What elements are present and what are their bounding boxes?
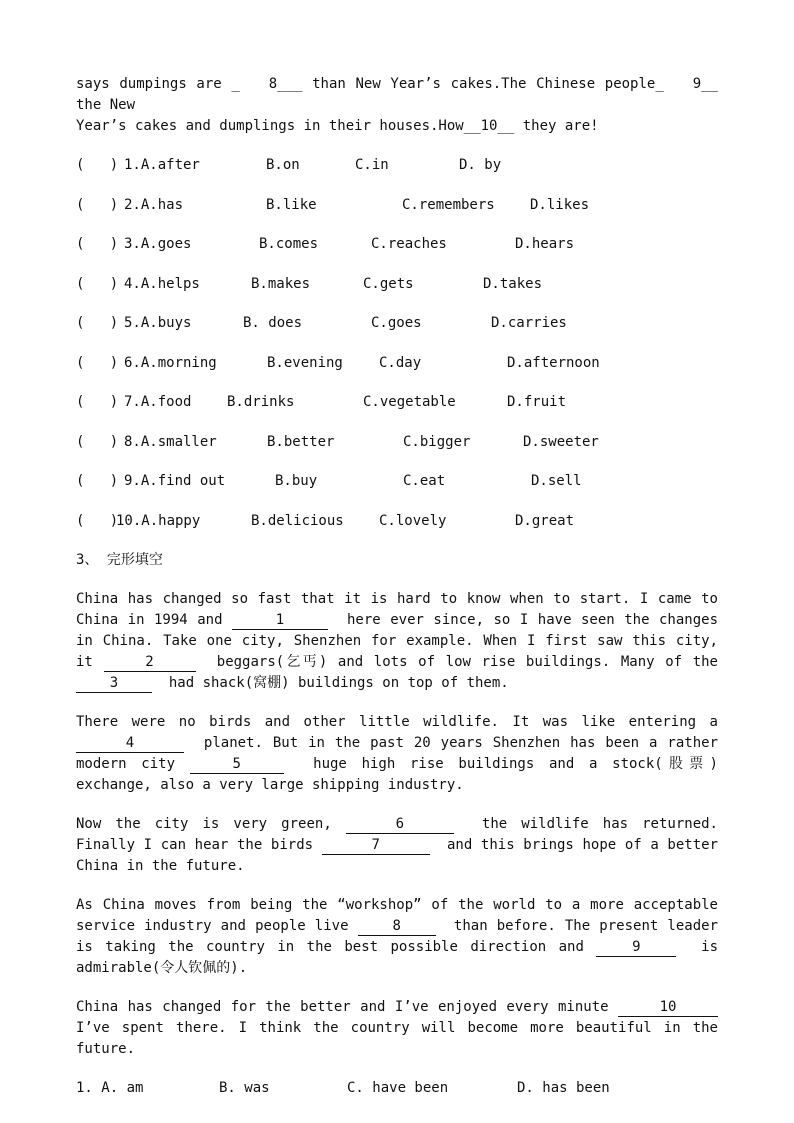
- passage-text: the wildlife has returned. Finally I can hear the birds: [76, 816, 727, 853]
- answer-row-1: [76, 1078, 718, 1099]
- option-c: C. have been: [347, 1080, 449, 1096]
- option-d: D.takes: [483, 275, 543, 292]
- question-list: [76, 155, 718, 532]
- question-row: [76, 195, 718, 216]
- option-c: C.lovely: [379, 512, 447, 529]
- option-c: C.gets: [363, 275, 414, 292]
- option-b: B.on: [266, 157, 300, 173]
- option-a: 4.A.helps: [124, 275, 200, 292]
- passage-text: Now the city is very green,: [76, 816, 346, 832]
- blank-3[interactable]: 3: [76, 675, 152, 693]
- passage-text: is admirable(令人钦佩的).: [76, 939, 727, 976]
- option-c: C.goes: [371, 315, 422, 331]
- blank-6[interactable]: 6: [346, 816, 454, 834]
- option-b: B.delicious: [251, 512, 344, 529]
- passage-text: than before. The present leader is taking the country in the best possible direction and: [76, 918, 727, 955]
- option-b: B.makes: [251, 275, 311, 292]
- option-c: C.day: [379, 354, 422, 371]
- answer-bracket: ( ): [76, 315, 119, 331]
- section-heading: 3、 完形填空: [76, 552, 163, 568]
- passage-text: had shack(窝棚) buildings on top of them.: [152, 675, 509, 691]
- option-a: 7.A.food: [124, 394, 192, 410]
- passage-paragraph: [76, 814, 727, 877]
- passage-text: beggars(乞丐) and lots of low rise buildings. Many of the: [195, 654, 727, 670]
- option-a: 6.A.morning: [124, 354, 217, 371]
- blank-4[interactable]: 4: [76, 735, 184, 753]
- question-row: [76, 313, 718, 334]
- option-b: B.buy: [275, 473, 318, 489]
- answer-bracket: ( ): [76, 196, 119, 213]
- option-c: C.vegetable: [363, 394, 456, 410]
- option-d: D.sweeter: [523, 433, 599, 450]
- option-d: D. has been: [517, 1080, 610, 1096]
- intro-line-1: says dumpings are _ 8___ than New Year’s cakes.The Chinese people_ 9__ the New: [76, 76, 727, 113]
- passage-text: and this brings hope of a better China in the future.: [76, 837, 727, 874]
- passage-text: As China moves from being the “workshop” of the world to a more acceptable service industry and people live: [76, 897, 727, 934]
- question-row: [76, 511, 718, 532]
- passage-text: China has changed so fast that it is hard to know when to start. I came to China in 1994 and: [76, 591, 727, 628]
- option-a: 9.A.find out: [124, 473, 226, 489]
- option-c: C.eat: [403, 473, 446, 489]
- answer-bracket: ( ): [76, 354, 119, 371]
- passage-text: planet. But in the past 20 years Shenzhen has been a rather modern city: [76, 735, 727, 772]
- question-row: [76, 471, 718, 492]
- intro-line-2: Year’s cakes and dumplings in their houses.How__10__ they are!: [76, 118, 599, 134]
- intro-passage: [76, 74, 727, 137]
- blank-7[interactable]: 7: [322, 837, 430, 855]
- cloze-passage: [76, 589, 735, 1060]
- passage-text: huge high rise buildings and a stock(股票) exchange, also a very large shipping industry.: [76, 756, 727, 793]
- answer-bracket: ( ): [76, 157, 119, 173]
- option-a: 10.A.happy: [116, 512, 201, 529]
- question-row: [76, 274, 718, 295]
- answer-bracket: ( ): [76, 512, 119, 529]
- passage-paragraph: [76, 712, 727, 796]
- option-d: D.likes: [530, 196, 590, 213]
- option-b: B.like: [266, 196, 317, 213]
- passage-text: here ever since, so I have seen the changes in China. Take one city, Shenzhen for example. When I first saw this city, it: [76, 612, 727, 670]
- option-a: 5.A.buys: [124, 315, 192, 331]
- option-d: D.sell: [531, 473, 582, 489]
- option-d: D.fruit: [507, 394, 567, 410]
- option-d: D. by: [459, 157, 502, 173]
- answer-bracket: ( ): [76, 275, 119, 292]
- option-c: C.reaches: [371, 236, 447, 252]
- question-row: [76, 432, 718, 453]
- option-b: B. does: [243, 315, 303, 331]
- blank-1[interactable]: 1: [232, 612, 328, 630]
- passage-text: China has changed for the better and I’ve enjoyed every minute: [76, 999, 618, 1015]
- answer-bracket: ( ): [76, 473, 119, 489]
- question-row: [76, 155, 718, 176]
- option-a: 1.A.after: [124, 157, 200, 173]
- answer-bracket: ( ): [76, 394, 119, 410]
- option-c: C.in: [355, 157, 389, 173]
- worksheet-page: [76, 74, 735, 1099]
- passage-text: I’ve spent there. I think the country will become more beautiful in the future.: [76, 999, 735, 1057]
- answer-bracket: ( ): [76, 236, 119, 252]
- option-d: D.great: [515, 512, 575, 529]
- passage-paragraph: [76, 895, 727, 979]
- option-a: 3.A.goes: [124, 236, 192, 252]
- option-c: C.bigger: [403, 433, 471, 450]
- passage-paragraph: [76, 997, 735, 1060]
- question-row: [76, 234, 718, 255]
- option-b: B. was: [219, 1080, 270, 1096]
- option-d: D.afternoon: [507, 354, 600, 371]
- blank-2[interactable]: 2: [104, 654, 196, 672]
- question-row: [76, 392, 718, 413]
- blank-10[interactable]: 10: [618, 999, 718, 1017]
- option-a: 1. A. am: [76, 1080, 144, 1096]
- option-a: 8.A.smaller: [124, 433, 217, 450]
- option-b: B.better: [267, 433, 335, 450]
- passage-paragraph: [76, 589, 727, 694]
- option-c: C.remembers: [402, 196, 495, 213]
- question-row: [76, 353, 718, 374]
- option-a: 2.A.has: [124, 196, 184, 213]
- blank-8[interactable]: 8: [358, 918, 436, 936]
- option-b: B.drinks: [227, 394, 295, 410]
- option-d: D.hears: [515, 236, 575, 252]
- passage-text: There were no birds and other little wildlife. It was like entering a: [76, 714, 727, 730]
- option-b: B.evening: [267, 354, 343, 371]
- option-b: B.comes: [259, 236, 319, 252]
- option-d: D.carries: [491, 315, 567, 331]
- answer-bracket: ( ): [76, 433, 119, 450]
- blank-5[interactable]: 5: [190, 756, 284, 774]
- blank-9[interactable]: 9: [596, 939, 676, 957]
